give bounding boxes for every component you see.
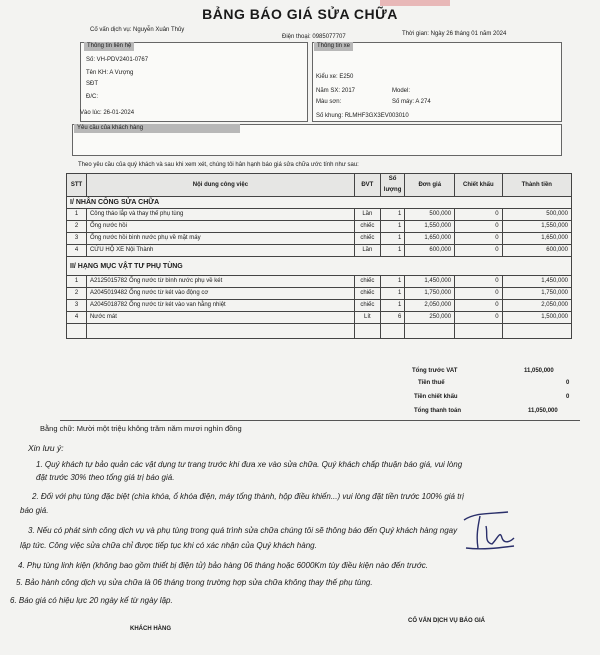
cell-desc: A2125015782 Ống nước từ bình nước phụ về két	[86, 276, 354, 288]
cell-no: 4	[67, 312, 87, 324]
vehicle-heading: Thông tin xe	[314, 42, 353, 51]
col-total: Thành tiền	[502, 174, 571, 197]
col-description: Nội dung công việc	[86, 174, 354, 197]
cell-no: 1	[67, 276, 87, 288]
vehicle-color: Màu sơn:	[316, 99, 342, 105]
cell-price: 500,000	[405, 209, 455, 221]
footer-advisor: CỐ VẤN DỊCH VỤ BÁO GIÁ	[408, 618, 486, 624]
cell-discount: 0	[455, 245, 503, 257]
cell-no: 1	[67, 209, 87, 221]
vehicle-year: Năm SX: 2017	[316, 88, 356, 94]
cell-desc: CỨU HỘ XE Nội Thành	[86, 245, 354, 257]
tax-label: Tiền thuế	[418, 380, 445, 386]
advisor-phone: Điện thoại: 0985077707	[282, 34, 346, 40]
note-line: lập tức. Công việc sửa chữa chỉ được tiếp tục khi có xác nhận của Quý khách hàng.	[20, 541, 317, 550]
customer-name: Tên KH: A Vượng	[86, 70, 134, 76]
cell-unit: chiếc	[354, 276, 380, 288]
cell-unit: Lần	[354, 209, 380, 221]
section-parts-title: II/ HẠNG MỤC VẬT TƯ PHỤ TÙNG	[67, 257, 572, 276]
cell-total: 2,050,000	[502, 300, 571, 312]
cell-qty: 1	[380, 221, 405, 233]
cell-discount: 0	[455, 221, 503, 233]
table-row	[67, 312, 572, 324]
col-discount: Chiết khấu	[455, 174, 503, 197]
total-before-vat-label: Tổng trước VAT	[412, 368, 458, 374]
cell-unit: chiếc	[354, 221, 380, 233]
cell-total: 1,450,000	[502, 276, 571, 288]
cell-no: 4	[67, 245, 87, 257]
total-before-vat-value: 11,050,000	[524, 368, 554, 374]
cell-no: 2	[67, 288, 87, 300]
col-price: Đơn giá	[405, 174, 455, 197]
cell-desc: A2045018782 Ống nước từ két vào van hằng nhiệt	[86, 300, 354, 312]
cell-qty: 1	[380, 233, 405, 245]
table-spacer-row	[67, 324, 572, 339]
cell-unit: Lần	[354, 245, 380, 257]
vehicle-model-code: Model:	[392, 88, 411, 94]
cell-discount: 0	[455, 233, 503, 245]
cell-qty: 1	[380, 209, 405, 221]
cell-unit: chiếc	[354, 288, 380, 300]
cell-discount: 0	[455, 288, 503, 300]
cell-qty: 6	[380, 312, 405, 324]
cell-qty: 1	[380, 276, 405, 288]
table-header-row	[67, 174, 572, 197]
cell-total: 1,500,000	[502, 312, 571, 324]
note-line: đặt trước 30% theo tổng giá trị báo giá.	[36, 473, 175, 482]
signature-mark	[458, 508, 518, 553]
vin-number: Số khung: RLMHF3GX3EV003010	[316, 113, 409, 119]
cell-discount: 0	[455, 300, 503, 312]
totals-divider	[60, 420, 580, 421]
tax-value: 0	[566, 380, 570, 386]
vehicle-box	[312, 42, 562, 122]
table-row	[67, 300, 572, 312]
table-row	[67, 209, 572, 221]
contact-heading: Thông tin liên hệ	[84, 42, 134, 51]
cell-desc: Nước mát	[86, 312, 354, 324]
amount-in-words: Bằng chữ: Mười một triệu không trăm năm mươi nghìn đồng	[40, 424, 242, 433]
cell-desc: Ống nước hồi	[86, 221, 354, 233]
table-row	[67, 233, 572, 245]
note-line: 5. Bảo hành công dịch vụ sửa chữa là 06 tháng trong trường hợp sửa chữa không thay thế phụ tùng.	[16, 578, 373, 587]
advisor-name: Cố vấn dịch vụ: Nguyễn Xuân Thủy	[90, 27, 185, 33]
cell-price: 1,750,000	[405, 288, 455, 300]
vehicle-model: Kiểu xe: E250	[316, 74, 354, 80]
cell-desc: Công tháo lắp và thay thế phụ tùng	[86, 209, 354, 221]
cell-price: 1,650,000	[405, 233, 455, 245]
cell-discount: 0	[455, 312, 503, 324]
table-row	[67, 245, 572, 257]
cell-price: 250,000	[405, 312, 455, 324]
note-line: 1. Quý khách tự bảo quản các vật dụng tư trang trước khi đưa xe vào sửa chữa. Quý khách chấp thuận báo giá, vui lòng	[36, 460, 463, 469]
checkin-time: Vào lúc: 26-01-2024	[80, 110, 135, 116]
cell-price: 600,000	[405, 245, 455, 257]
cell-no: 3	[67, 300, 87, 312]
cell-total: 1,550,000	[502, 221, 571, 233]
cell-total: 500,000	[502, 209, 571, 221]
discount-value: 0	[566, 394, 570, 400]
quotation-table	[66, 173, 572, 339]
cell-desc: A2045019482 Ống nước từ két vào động cơ	[86, 288, 354, 300]
cell-total: 1,750,000	[502, 288, 571, 300]
discount-label: Tiền chiết khấu	[414, 394, 458, 400]
quote-date: Thời gian: Ngày 26 tháng 01 năm 2024	[402, 31, 507, 37]
note-line: 3. Nếu có phát sinh công dịch vụ và phụ tùng trong quá trình sửa chữa chúng tôi sẽ thông báo đến Quý khách hàng ngay	[28, 526, 458, 535]
cell-no: 2	[67, 221, 87, 233]
section-labor-title: I/ NHÂN CÔNG SỬA CHỮA	[67, 197, 572, 209]
customer-phone-label: SĐT	[86, 81, 98, 87]
notes-title: Xin lưu ý:	[28, 443, 64, 453]
cell-price: 1,450,000	[405, 276, 455, 288]
note-line: 2. Đối với phụ tùng đặc biệt (chìa khóa, ổ khóa điện, máy tổng thành, hộp điều khiển...) vui lòng đặt tiền trước 100% giá trị	[32, 492, 464, 501]
col-stt: STT	[67, 174, 87, 197]
cell-discount: 0	[455, 209, 503, 221]
intro-text: Theo yêu cầu của quý khách và sau khi xem xét, chúng tôi hân hạnh báo giá sửa chữa ước tính như sau:	[78, 162, 359, 168]
col-qty: Số lượng	[380, 174, 405, 197]
cell-unit: Lít	[354, 312, 380, 324]
cell-price: 1,550,000	[405, 221, 455, 233]
grand-total-value: 11,050,000	[528, 408, 558, 414]
cell-unit: chiếc	[354, 233, 380, 245]
col-unit: ĐVT	[354, 174, 380, 197]
document-title: BẢNG BÁO GIÁ SỬA CHỮA	[202, 6, 398, 22]
table-row	[67, 276, 572, 288]
cell-total: 600,000	[502, 245, 571, 257]
engine-number: Số máy: A 274	[392, 99, 431, 105]
note-line: báo giá.	[20, 506, 49, 515]
customer-address-label: Đ/C:	[86, 94, 98, 100]
request-heading: Yêu cầu của khách hàng	[74, 124, 240, 133]
note-line: 4. Phụ tùng linh kiện (không bao gồm thiết bị điện tử) bảo hàng 06 tháng hoặc 6000Km tùy điều kiện nào đến trước.	[18, 561, 428, 570]
table-row	[67, 221, 572, 233]
cell-qty: 1	[380, 245, 405, 257]
section-labor-row	[67, 197, 572, 209]
cell-qty: 1	[380, 300, 405, 312]
grand-total-label: Tổng thanh toán	[414, 408, 461, 414]
cell-unit: chiếc	[354, 300, 380, 312]
section-parts-row	[67, 257, 572, 276]
cell-discount: 0	[455, 276, 503, 288]
cell-total: 1,650,000	[502, 233, 571, 245]
cell-price: 2,050,000	[405, 300, 455, 312]
quote-number: Số: VH-PDV2401-0767	[86, 57, 149, 63]
cell-desc: Ống nước hồi bình nước phụ về mặt máy	[86, 233, 354, 245]
cell-qty: 1	[380, 288, 405, 300]
cell-no: 3	[67, 233, 87, 245]
note-line: 6. Báo giá có hiệu lực 20 ngày kể từ ngày lập.	[10, 596, 173, 605]
table-row	[67, 288, 572, 300]
footer-customer: KHÁCH HÀNG	[130, 626, 171, 632]
